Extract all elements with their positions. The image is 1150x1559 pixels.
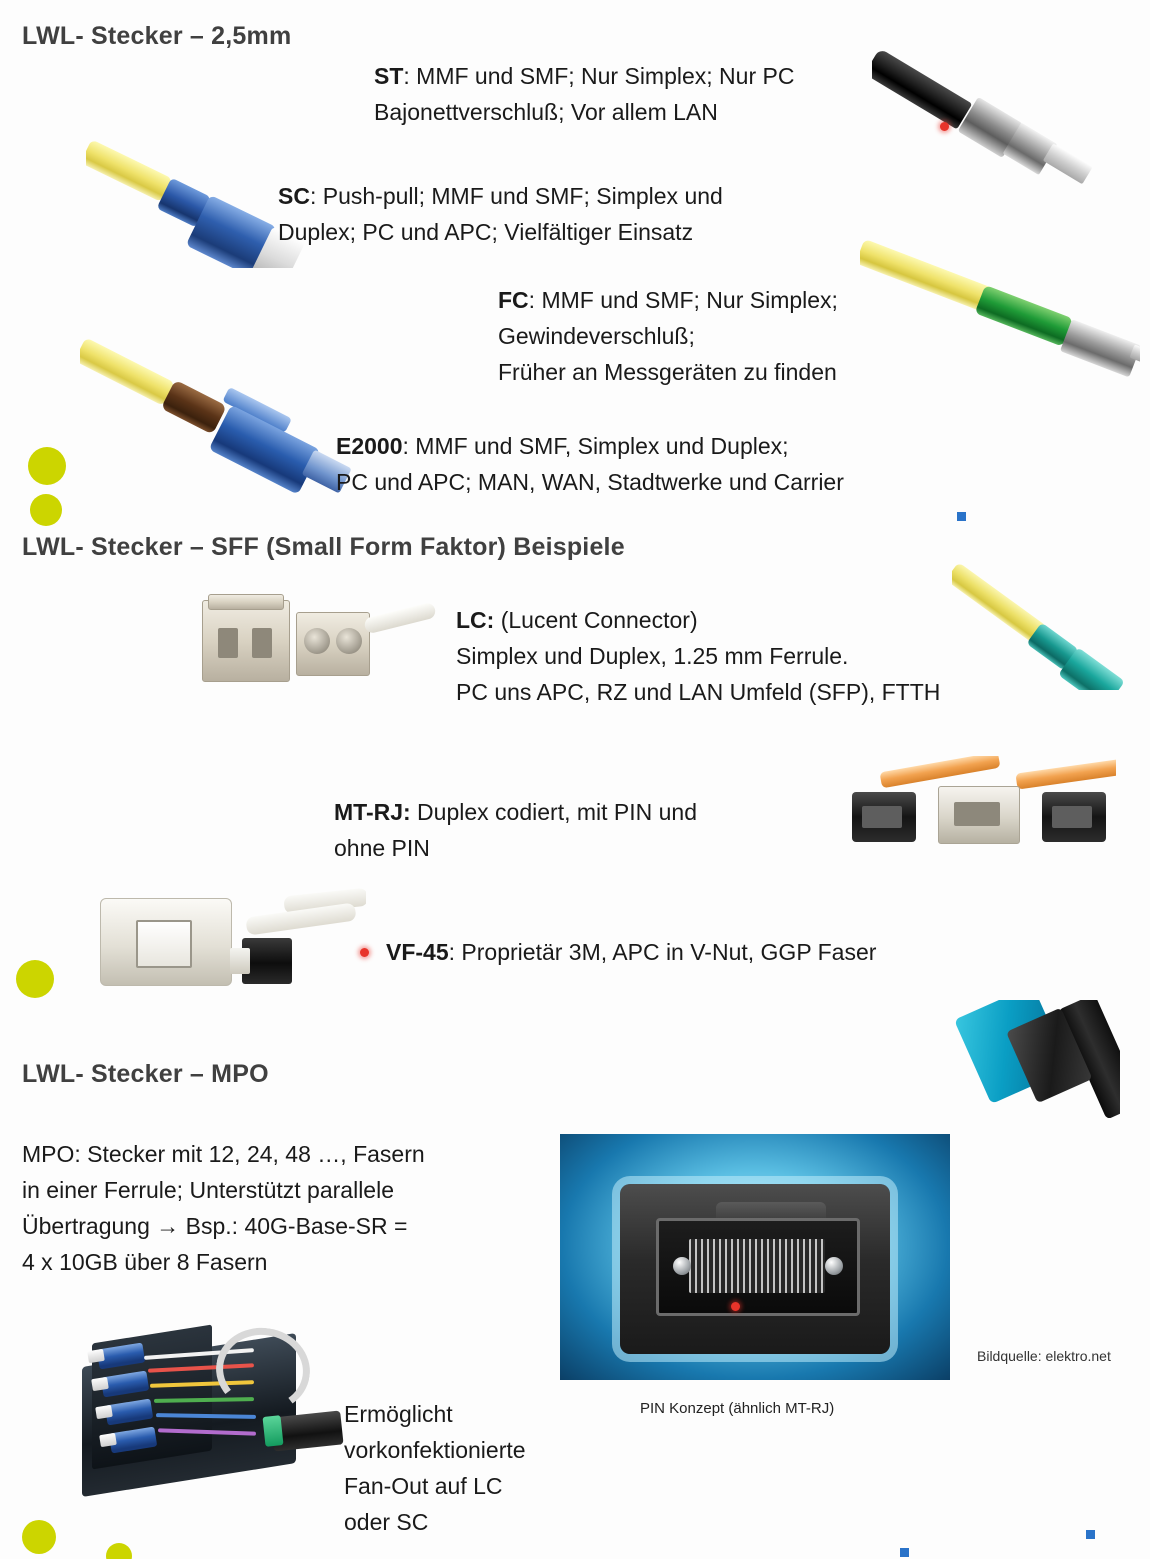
mtrj-adapter-port [954,802,1000,826]
fc-threaded-barrel [1060,319,1140,377]
laser-dot-vf45 [360,948,369,957]
image-source-caption: Bildquelle: elektro.net [977,1348,1111,1364]
pin-concept-photo [560,1134,950,1380]
e2000-connector-image [80,330,380,510]
decor-circle-left-3 [16,960,54,998]
st-description [374,58,894,130]
mpo-line4: 4 x 10GB über 8 Fasern [22,1249,268,1275]
fanout-lc-tip-2 [91,1377,109,1391]
vf45-outlet-port [136,920,192,968]
sc-line1: : Push-pull; MMF und SMF; Simplex und [309,183,723,209]
e2000-line1: : MMF und SMF, Simplex und Duplex; [402,433,789,459]
laser-dot-pin [731,1302,740,1311]
lc-line1: (Lucent Connector) [494,607,698,633]
decor-square-right-1 [957,512,966,521]
lc-line3: PC uns APC, RZ und LAN Umfeld (SFP), FTTH [456,679,941,705]
vf45-plug-tip [230,948,250,974]
fc-line3: Früher an Messgeräten zu finden [498,359,837,385]
section-title-sff: LWL- Stecker – SFF (Small Form Faktor) Beispiele [22,533,625,561]
e2000-description [336,428,956,500]
lc-label: LC: [456,607,495,633]
fc-green-boot [975,285,1074,347]
fanout-lc-tip-1 [87,1349,105,1363]
lc-port-left [218,628,238,658]
fc-description [498,282,968,390]
mtrj-plug-right-port [1052,806,1092,828]
mpo-description [22,1136,542,1280]
decor-square-bottom-2 [1086,1530,1095,1539]
laser-dot-st [940,122,949,131]
decor-circle-bottom-1 [22,1520,56,1554]
lc-white-cable [363,602,436,635]
fanout-description [344,1396,644,1540]
mtrj-orange-cable-right [1015,758,1116,789]
fanout-line1: Ermöglicht [344,1401,453,1427]
mtrj-label: MT-RJ: [334,799,411,825]
mtrj-line1: Duplex codiert, mit PIN und [410,799,698,825]
e2000-brown-boot [161,380,227,435]
sc-description [278,178,838,250]
fanout-mpo-green-key [262,1415,283,1447]
mtrj-orange-cable-left [880,756,1001,788]
lc-duplex-top-tabs [208,594,284,610]
e2000-label: E2000 [336,433,403,459]
fanout-line4: oder SC [344,1509,429,1535]
st-label: ST [374,63,404,89]
lc-ferrule-a [304,628,330,654]
fanout-lc-tip-4 [99,1433,117,1447]
vf45-line1: : Proprietär 3M, APC in V-Nut, GGP Faser [448,939,877,965]
lc-line2: Simplex und Duplex, 1.25 mm Ferrule. [456,643,849,669]
mpo-line2: in einer Ferrule; Unterstützt parallele [22,1177,394,1203]
st-line1: : MMF und SMF; Nur Simplex; Nur PC [403,63,795,89]
pin-guide-pin-left [673,1257,691,1275]
fc-line1: : MMF und SMF; Nur Simplex; [528,287,838,313]
mpo-line3: Übertragung → Bsp.: 40G-Base-SR = [22,1213,408,1239]
vf45-connector-image [96,886,366,1006]
lc-port-right [252,628,272,658]
fanout-line3: Fan-Out auf LC [344,1473,503,1499]
fc-line2: Gewindeverschluß; [498,323,695,349]
mtrj-plug-left-port [862,806,902,828]
decor-circle-left-1 [28,447,66,485]
st-ferrule [1043,143,1093,184]
decor-circle-left-2 [30,494,62,526]
mpo-fanout-image [58,1290,358,1540]
sc-yellow-cable [86,139,173,202]
fanout-line2: vorkonfektionierte [344,1437,526,1463]
pin-connector-shell [620,1184,890,1354]
lc-description [456,602,1016,710]
section-title-mpo: LWL- Stecker – MPO [22,1060,269,1088]
lc-duplex-image [196,594,436,704]
mtrj-connector-image [846,756,1116,866]
pin-fiber-array [689,1239,825,1293]
sc-line2: Duplex; PC und APC; Vielfältiger Einsatz [278,219,694,245]
e2000-yellow-cable [80,337,175,406]
pin-guide-pin-right [825,1257,843,1275]
lc-ferrule-b [336,628,362,654]
fanout-lc-tip-3 [95,1405,113,1419]
mtrj-description [334,794,814,866]
mpo-line1: MPO: Stecker mit 12, 24, 48 …, Fasern [22,1141,425,1167]
vf45-description [386,934,986,970]
decor-circle-bottom-2 [106,1543,132,1559]
sc-label: SC [278,183,310,209]
lc-duplex-body [202,600,290,682]
e2000-line2: PC und APC; MAN, WAN, Stadtwerke und Carrier [336,469,844,495]
mpo-connector-image [940,1000,1120,1150]
pin-ferrule-window [656,1218,860,1316]
decor-square-bottom-1 [900,1548,909,1557]
st-line2: Bajonettverschluß; Vor allem LAN [374,99,718,125]
mtrj-line2: ohne PIN [334,835,430,861]
pin-concept-caption: PIN Konzept (ähnlich MT-RJ) [640,1400,835,1417]
st-connector-image [872,24,1112,184]
fc-label: FC [498,287,529,313]
section-title-25mm: LWL- Stecker – 2,5mm [22,22,292,50]
vf45-label: VF-45 [386,939,449,965]
